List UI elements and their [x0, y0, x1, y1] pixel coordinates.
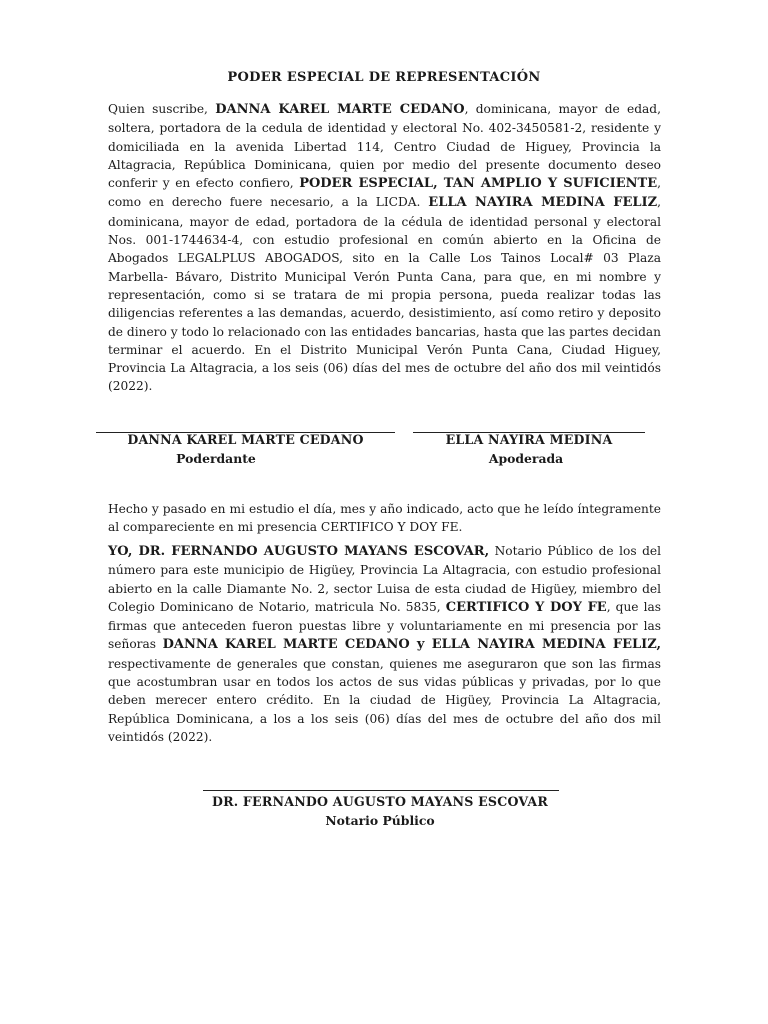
grantor-name: DANNA KAREL MARTE CEDANO	[127, 432, 364, 447]
text-segment: Notario Público de los del número para este municipio de Higüey, Provincia La Altagracia, con estudio profesional abierto en la calle Diamante No. 2, sector Luisa de esta ciudad de Higüey, miembro del Colegio Dominicano de Notario, matricula No. 5835,	[108, 544, 661, 614]
text-segment: , como en derecho fuere necesario, a la LICDA.	[108, 176, 661, 210]
notary-role: Notario Público	[325, 813, 435, 828]
text-segment: respectivamente de generales que constan, quienes me aseguraron que son las firmas que acostumbran usar en todos los actos de sus vidas públicas y privadas, por lo que deben merecer entero crédito. En la ciudad de Higüey, Provincia La Altagracia, República Dominicana, a los a los seis (06) días del mes de octubre del año dos mil veintidós (2022).	[108, 656, 661, 744]
document-title: PODER ESPECIAL DE REPRESENTACIÓN	[227, 70, 541, 85]
bold-text-segment: DANNA KAREL MARTE CEDANO y ELLA NAYIRA MEDINA FELIZ,	[162, 637, 662, 653]
bold-text-segment: YO, DR. FERNANDO AUGUSTO MAYANS ESCOVAR,	[108, 544, 490, 559]
grantor-role: Poderdante	[176, 451, 256, 466]
text-segment: , dominicana, mayor de edad, portadora de la cédula de identidad personal y electoral Nos. 001-1744634-4, con estudio profesional en común abierto en la Oficina de Abogados LEGALPLUS ABOGADOS, sito en la Calle Los Tainos Local# 03 Plaza Marbella- Bávaro, Distrito Municipal Verón Punta Cana, para que, en mi nombre y representación, como si se tratara de mi propia persona, pueda realizar todas las diligencias referentes a las demandas, acuerdo, desistimiento, así como retiro y deposito de dinero y todo lo relacionado con las entidades bancarias, hasta que las partes decidan terminar el acuerdo. En el Distrito Municipal Verón Punta Cana, Ciudad Higuey, Provincia La Altagracia, a los seis (06) días del mes de octubre del año dos mil veintidós (2022).	[108, 195, 661, 394]
power-of-attorney-paragraph	[108, 100, 661, 396]
bold-text-segment: DANNA KAREL MARTE CEDANO	[215, 102, 465, 117]
bold-text-segment: CERTIFICO Y DOY FE	[445, 599, 607, 615]
text-segment: Quien suscribe,	[108, 102, 216, 116]
text-segment: , que las firmas que anteceden fueron puestas libre y voluntariamente en mi presencia por las señoras	[108, 599, 661, 652]
attorney-role: Apoderada	[488, 451, 564, 466]
attorney-name: ELLA NAYIRA MEDINA	[445, 432, 613, 447]
notary-name: DR. FERNANDO AUGUSTO MAYANS ESCOVAR	[211, 794, 549, 809]
certification-paragraph: Hecho y pasado en mi estudio el día, mes y año indicado, acto que he leído íntegramente al compareciente en mi presencia CERTIFICO Y DOY FE.	[108, 502, 661, 535]
signature-line-notary	[203, 790, 559, 791]
bold-text-segment: ELLA NAYIRA MEDINA FELIZ	[428, 195, 658, 211]
notary-statement-paragraph	[108, 542, 661, 746]
text-segment: , dominicana, mayor de edad, soltera, portadora de la cedula de identidad y electoral No. 402-3450581-2, residente y domiciliada en la avenida Libertad 114, Centro Ciudad de Higuey, Provincia la Altagracia, República Dominicana, quien por medio del presente documento deseo conferir y en efecto confiero,	[108, 102, 661, 191]
bold-text-segment: PODER ESPECIAL, TAN AMPLIO Y SUFICIENTE	[299, 176, 658, 192]
